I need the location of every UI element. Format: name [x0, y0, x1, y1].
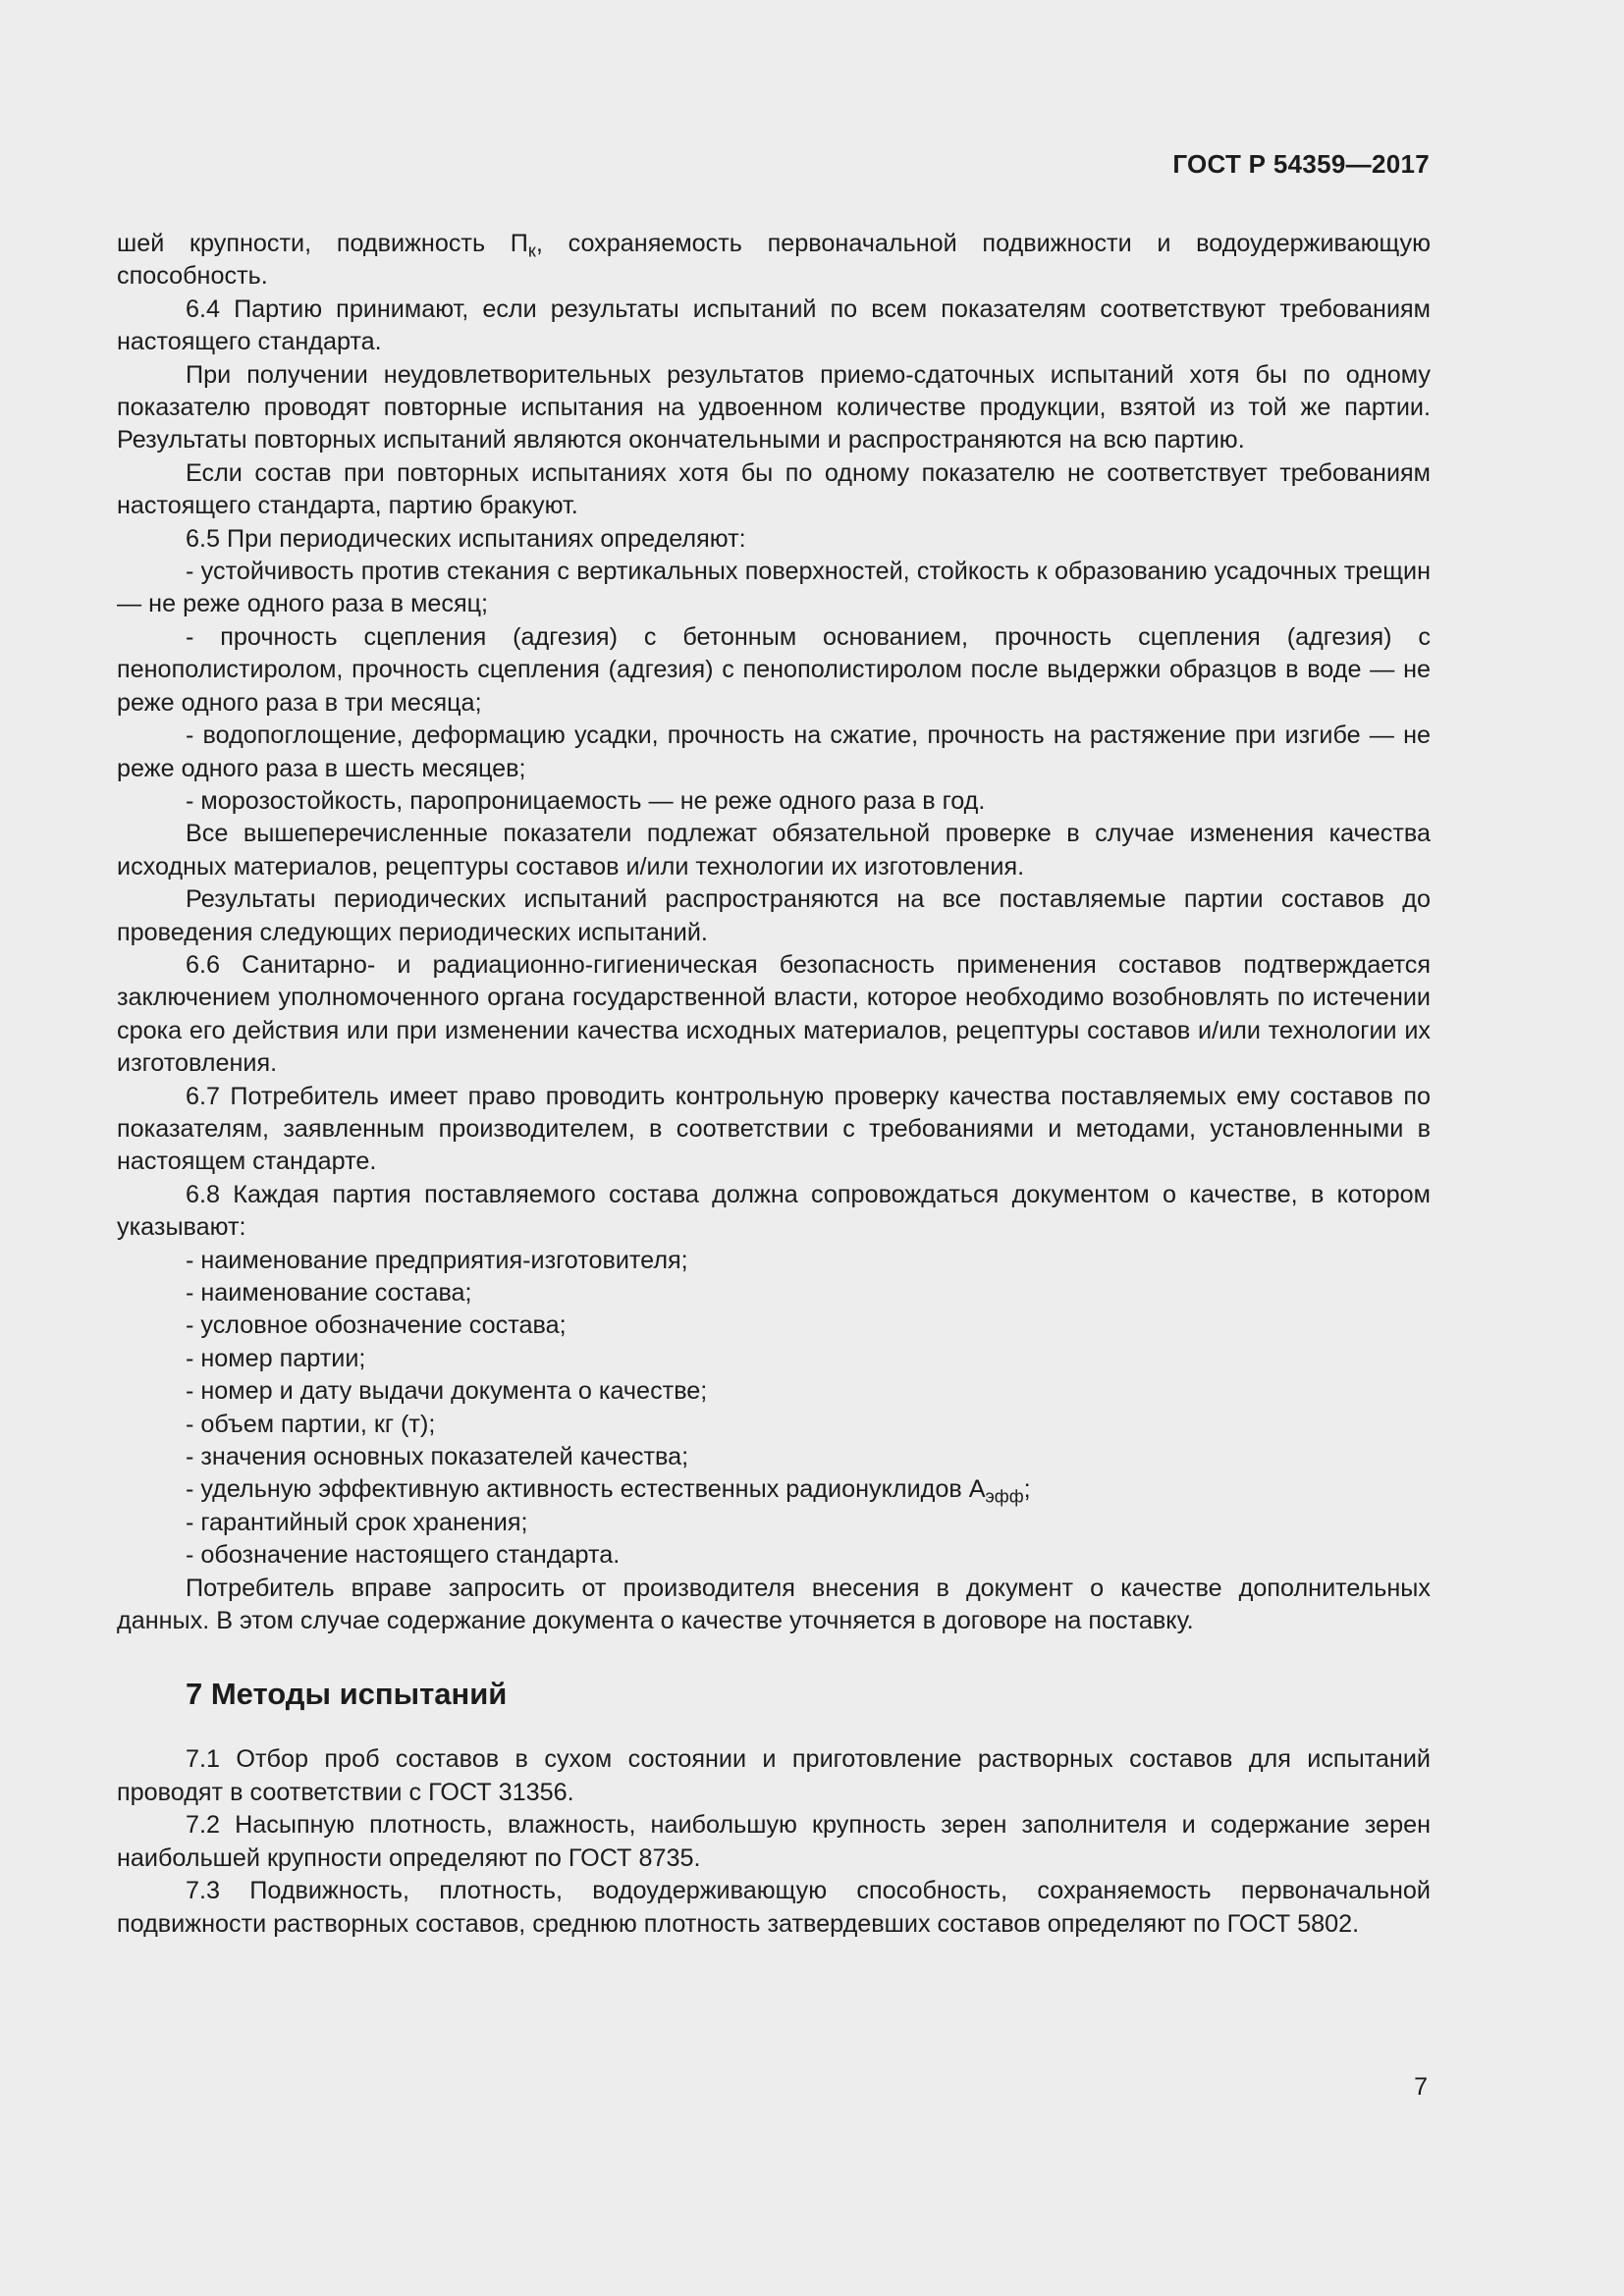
paragraph-6-4-reject: Если состав при повторных испытаниях хотя бы по одному показателю не соответствует требованиям настоящего стандарта, партию бракуют.	[117, 458, 1431, 520]
intro-subscript: к	[527, 240, 536, 261]
paragraph-6-4: 6.4 Партию принимают, если результаты испытаний по всем показателям соответствуют требованиям настоящего стандарта.	[117, 294, 1431, 356]
list-item: - условное обозначение состава;	[186, 1311, 567, 1340]
paragraph-6-6: 6.6 Санитарно- и радиационно-гигиеническая безопасность применения составов подтверждается заключением уполномоченного органа государственной власти, которое необходимо возобновлять по истечении срока его действия или при изменении качества исходных материалов, рецептуры составов и/или технологии их изготовления.	[117, 950, 1431, 1078]
list-item: - устойчивость против стекания с вертикальных поверхностей, стойкость к образованию усадочных трещин — не реже одного раза в месяц;	[117, 558, 1431, 618]
activity-subscript: эфф	[985, 1486, 1024, 1507]
list-item-activity	[117, 1473, 1431, 1506]
page-number: 7	[1414, 2073, 1428, 2101]
list-item: - номер партии;	[186, 1344, 366, 1372]
section-7-title: 7 Методы испытаний	[186, 1677, 508, 1712]
activity-text-a: - удельную эффективную активность естественных радионуклидов А	[186, 1475, 986, 1504]
list-item: - наименование состава;	[186, 1279, 472, 1307]
list-item: - гарантийный срок хранения;	[186, 1508, 528, 1536]
intro-text-a: шей крупности, подвижность П	[117, 230, 528, 257]
list-item: - значения основных показателей качества;	[186, 1443, 689, 1471]
document-code-header: ГОСТ Р 54359—2017	[1172, 149, 1430, 179]
paragraph-intro	[117, 228, 1431, 294]
paragraph-6-5: 6.5 При периодических испытаниях определяют:	[186, 524, 746, 553]
list-item: - морозостойкость, паропроницаемость — не реже одного раза в год.	[186, 786, 986, 815]
list-item: - обозначение настоящего стандарта.	[186, 1541, 621, 1570]
activity-text-b: ;	[1023, 1475, 1031, 1504]
list-item: - наименование предприятия-изготовителя;	[186, 1246, 688, 1274]
paragraph-6-8-extra: Потребитель вправе запросить от производителя внесения в документ о качестве дополнительных данных. В этом случае содержание документа о качестве уточняется в договоре на поставку.	[117, 1574, 1431, 1635]
list-item: - объем партии, кг (т);	[186, 1410, 436, 1438]
paragraph-6-8: 6.8 Каждая партия поставляемого состава должна сопровождаться документом о качестве, в котором указывают:	[117, 1180, 1431, 1242]
paragraph-7-3: 7.3 Подвижность, плотность, водоудерживающую способность, сохраняемость первоначальной подвижности растворных составов, среднюю плотность затвердевших составов определяют по ГОСТ 5802.	[117, 1877, 1431, 1938]
paragraph-7-1: 7.1 Отбор проб составов в сухом состоянии и приготовление растворных составов для испытаний проводят в соответствии с ГОСТ 31356.	[117, 1745, 1431, 1806]
list-item: - водопоглощение, деформацию усадки, прочность на сжатие, прочность на растяжение при изгибе — не реже одного раза в шесть месяцев;	[117, 721, 1431, 782]
paragraph-7-2: 7.2 Насыпную плотность, влажность, наибольшую крупность зерен заполнителя и содержание зерен наибольшей крупности определяют по ГОСТ 8735.	[117, 1811, 1431, 1872]
paragraph-6-5-all: Все вышеперечисленные показатели подлежат обязательной проверке в случае изменения качества исходных материалов, рецептуры составов и/или технологии их изготовления.	[117, 820, 1431, 881]
intro-text-b: , сохраняемость первоначальной подвижности и водоудерживающую способность.	[117, 230, 1432, 291]
paragraph-6-5-results: Результаты периодических испытаний распространяются на все поставляемые партии составов до проведения следующих периодических испытаний.	[117, 885, 1431, 946]
paragraph-6-4-repeat: При получении неудовлетворительных результатов приемо-сдаточных испытаний хотя бы по одному показателю проводят повторные испытания на удвоенном количестве продукции, взятой из той же партии. Результаты повторных испытаний являются окончательными и распространяются на всю партию.	[117, 360, 1431, 454]
paragraph-6-7: 6.7 Потребитель имеет право проводить контрольную проверку качества поставляемых ему составов по показателям, заявленным производителем, в соответствии с требованиями и методами, установленными в настоящем стандарте.	[117, 1082, 1431, 1176]
list-item: - прочность сцепления (адгезия) с бетонным основанием, прочность сцепления (адгезия) с пенополистиролом, прочность сцепления (адгезия) с пенополистиролом после выдержки образцов в воде — не реже одного раза в три месяца;	[117, 622, 1431, 717]
list-item: - номер и дату выдачи документа о качестве;	[186, 1377, 708, 1406]
page-body	[117, 228, 1431, 1941]
